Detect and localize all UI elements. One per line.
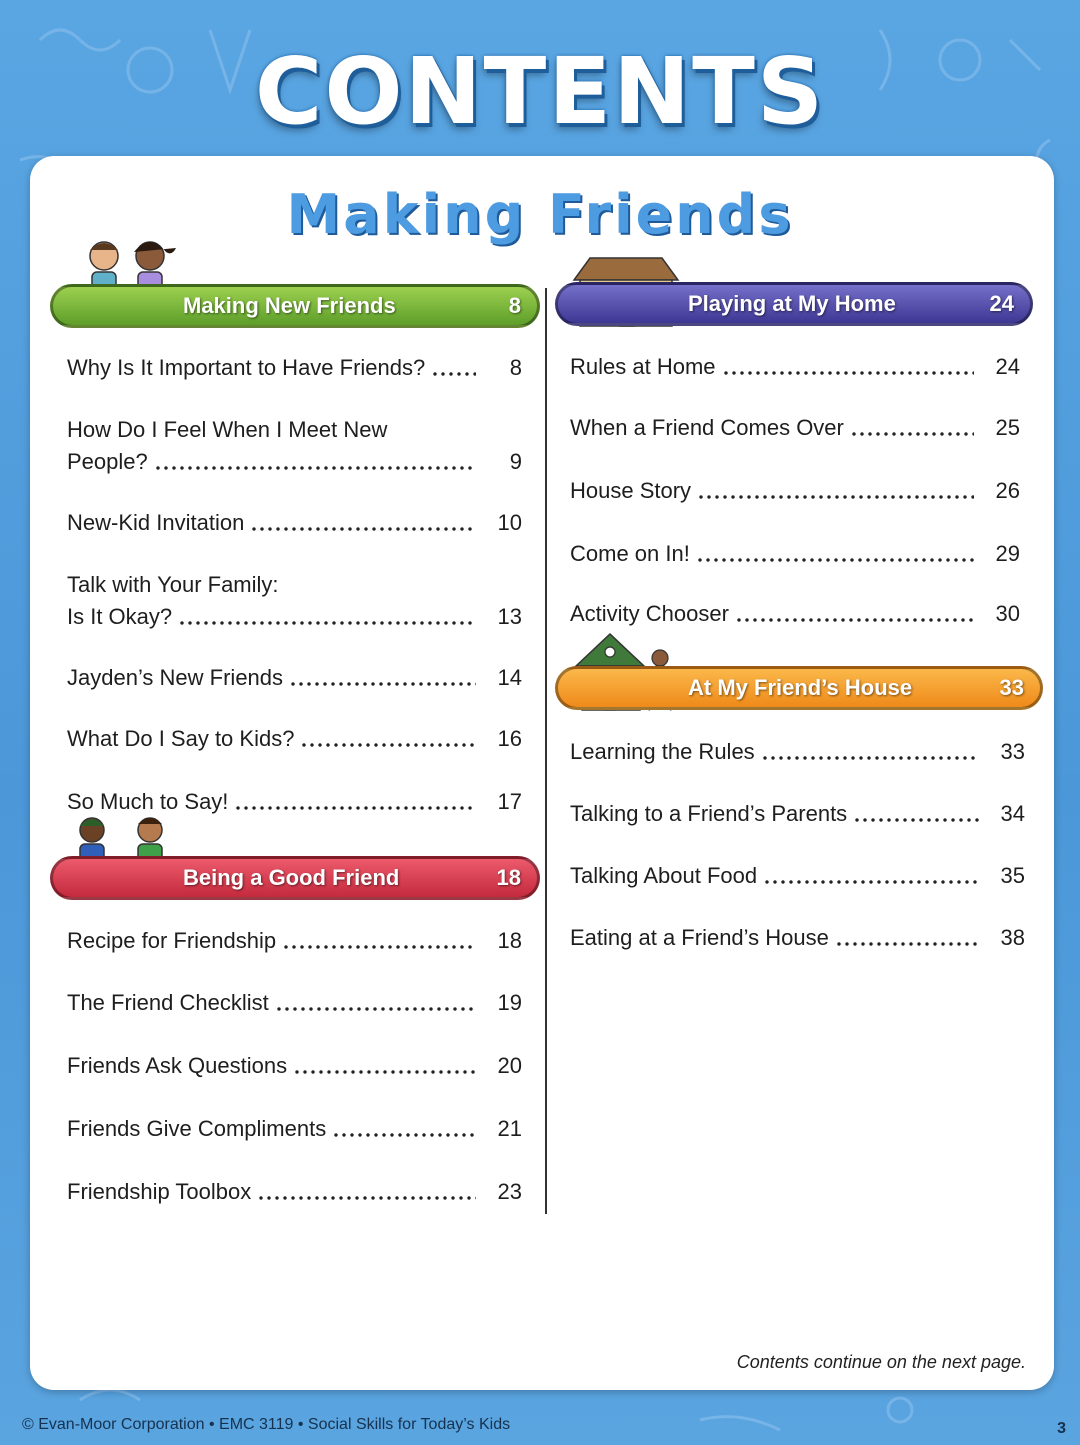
entry-title: Friends Ask Questions	[67, 1053, 288, 1078]
toc-entry[interactable]	[67, 414, 522, 478]
copyright-line: © Evan-Moor Corporation • EMC 3119 • Social Skills for Today’s Kids	[22, 1416, 511, 1433]
entry-title: Talking to a Friend’s Parents	[570, 801, 848, 826]
entry-title: Friendship Toolbox	[67, 1179, 252, 1204]
dot-leader	[250, 527, 476, 531]
dot-leader	[332, 1133, 476, 1137]
entry-page: 33	[1000, 739, 1025, 764]
toc-entry[interactable]	[67, 925, 522, 957]
dot-leader	[154, 466, 476, 470]
dot-leader	[735, 618, 974, 622]
entry-page: 13	[497, 604, 522, 629]
toc-entry[interactable]	[570, 538, 1020, 570]
dot-leader	[289, 682, 476, 686]
dot-leader	[835, 942, 979, 946]
dot-leader	[850, 432, 974, 436]
entry-title: Talking About Food	[570, 863, 758, 888]
toc-entry[interactable]	[570, 922, 1025, 954]
entry-title: Activity Chooser	[570, 601, 729, 626]
toc-entry[interactable]	[67, 987, 522, 1019]
section-label: Being a Good Friend	[183, 865, 400, 890]
dot-leader	[293, 1070, 476, 1074]
entry-page: 34	[1000, 801, 1025, 826]
entry-title: Why Is It Important to Have Friends?	[67, 355, 426, 380]
dot-leader	[761, 756, 979, 760]
entry-title: New-Kid Invitation	[67, 510, 245, 535]
entry-title: The Friend Checklist	[67, 990, 269, 1015]
toc-entry[interactable]	[570, 860, 1025, 892]
dot-leader	[722, 371, 974, 375]
toc-entry[interactable]	[570, 798, 1025, 830]
entry-title-line1: How Do I Feel When I Meet New	[67, 417, 388, 442]
entry-page: 24	[995, 354, 1020, 379]
dot-leader	[282, 945, 476, 949]
entry-page: 9	[509, 449, 522, 474]
entry-title: House Story	[570, 478, 692, 503]
entry-title: When a Friend Comes Over	[570, 415, 844, 440]
continued-note: Contents continue on the next page.	[736, 1352, 1026, 1372]
section-label: Playing at My Home	[688, 291, 896, 316]
entry-page: 10	[497, 510, 522, 535]
entry-title: People?	[67, 449, 148, 474]
entry-title: What Do I Say to Kids?	[67, 726, 295, 751]
toc-entry[interactable]	[570, 475, 1020, 507]
section-page: 24	[989, 291, 1014, 316]
section-banner-making-new-friends[interactable]	[50, 284, 540, 328]
dot-leader	[275, 1007, 476, 1011]
section-page: 18	[496, 865, 521, 890]
entry-page: 29	[995, 541, 1020, 566]
entry-page: 19	[497, 990, 522, 1015]
column-divider	[545, 288, 547, 1214]
page-title: CONTENTS	[254, 38, 826, 145]
entry-page: 38	[1000, 925, 1025, 950]
section-page: 8	[508, 293, 521, 318]
entry-page: 14	[497, 665, 522, 690]
entry-title: Is It Okay?	[67, 604, 173, 629]
toc-entry[interactable]	[67, 507, 522, 539]
toc-entry[interactable]	[67, 723, 522, 755]
entry-title: Recipe for Friendship	[67, 928, 277, 953]
section-banner-at-my-friends-house[interactable]	[555, 666, 1043, 710]
entry-title: Eating at a Friend’s House	[570, 925, 829, 950]
toc-entry[interactable]	[570, 412, 1020, 444]
entry-title: Jayden’s New Friends	[67, 665, 284, 690]
entry-title: So Much to Say!	[67, 789, 229, 814]
entry-page: 35	[1000, 863, 1025, 888]
dot-leader	[853, 818, 979, 822]
dot-leader	[696, 558, 974, 562]
dot-leader	[300, 743, 476, 747]
toc-entry[interactable]	[67, 569, 522, 633]
section-banner-playing-at-my-home[interactable]	[555, 282, 1033, 326]
entry-title-line1: Talk with Your Family:	[67, 572, 279, 597]
toc-entry[interactable]	[570, 351, 1020, 383]
toc-entry[interactable]	[67, 662, 522, 694]
entry-page: 16	[497, 726, 522, 751]
toc-entry[interactable]	[67, 1176, 522, 1208]
entry-page: 25	[995, 415, 1020, 440]
dot-leader	[431, 372, 476, 376]
entry-title: Come on In!	[570, 541, 690, 566]
toc-entry[interactable]	[570, 598, 1020, 630]
section-label: At My Friend’s House	[688, 675, 913, 700]
dot-leader	[234, 806, 476, 810]
entry-page: 8	[509, 355, 522, 380]
entry-page: 26	[995, 478, 1020, 503]
section-page: 33	[999, 675, 1024, 700]
toc-entry[interactable]	[67, 352, 522, 384]
toc-entry[interactable]	[570, 736, 1025, 768]
toc-entry[interactable]	[67, 1113, 522, 1145]
section-label: Making New Friends	[183, 293, 396, 318]
entry-title: Friends Give Compliments	[67, 1116, 327, 1141]
entry-page: 18	[497, 928, 522, 953]
entry-page: 21	[497, 1116, 522, 1141]
unit-title: Making Friends	[286, 183, 794, 246]
entry-page: 17	[497, 789, 522, 814]
toc-entry[interactable]	[67, 1050, 522, 1082]
entry-page: 20	[497, 1053, 522, 1078]
entry-title: Rules at Home	[570, 354, 716, 379]
section-banner-being-a-good-friend[interactable]	[50, 856, 540, 900]
dot-leader	[257, 1196, 476, 1200]
dot-leader	[763, 880, 979, 884]
entry-page: 23	[497, 1179, 522, 1204]
dot-leader	[178, 621, 476, 625]
entry-page: 30	[995, 601, 1020, 626]
entry-title: Learning the Rules	[570, 739, 755, 764]
dot-leader	[697, 495, 974, 499]
page-number: 3	[1057, 1420, 1066, 1437]
